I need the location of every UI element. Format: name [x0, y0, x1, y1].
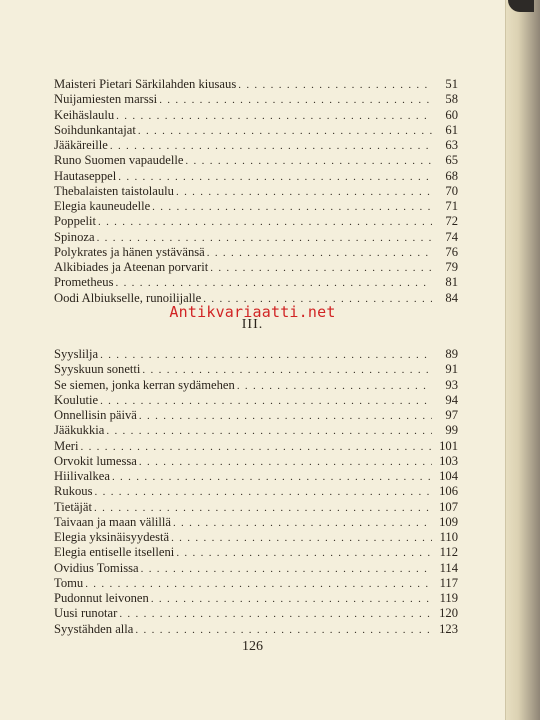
toc-entry-page: 70	[445, 183, 458, 198]
dot-leader	[138, 124, 432, 138]
toc-entry-page: 107	[439, 499, 458, 514]
dot-leader	[98, 215, 432, 229]
toc-entry-page: 65	[445, 153, 458, 168]
toc-entry	[54, 500, 458, 515]
toc-entry-title: Prometheus	[54, 275, 114, 290]
toc-entry-page: 74	[445, 229, 458, 244]
toc-entry	[54, 245, 458, 260]
dot-leader	[139, 409, 432, 423]
toc-entry-page: 76	[445, 244, 458, 259]
dot-leader	[97, 231, 432, 245]
toc-entry-page: 119	[439, 591, 458, 605]
toc-entry-title: Se siemen, jonka kerran sydämehen	[54, 377, 235, 392]
toc-entry	[54, 77, 458, 92]
table-of-contents-part-b	[54, 347, 458, 637]
book-edge	[500, 0, 540, 720]
toc-entry	[54, 454, 458, 469]
dot-leader	[176, 546, 432, 560]
toc-entry-title: Thebalaisten taistolaulu	[54, 183, 174, 198]
toc-entry-page: 106	[439, 484, 458, 499]
toc-entry	[54, 515, 458, 530]
toc-entry-title: Koulutie	[54, 392, 99, 407]
toc-entry-page: 91	[445, 362, 458, 377]
dot-leader	[112, 470, 432, 484]
toc-entry-page: 84	[445, 290, 458, 305]
dot-leader	[238, 78, 432, 92]
toc-entry-page: 81	[445, 275, 458, 290]
toc-entry	[54, 408, 458, 423]
page-number: 126	[242, 639, 263, 654]
toc-entry-title: Jääkäreille	[54, 138, 108, 152]
toc-entry	[54, 275, 458, 290]
toc-entry-page: 89	[445, 347, 458, 361]
toc-entry	[54, 423, 458, 438]
toc-entry-title: Syyskuun sonetti	[54, 362, 141, 377]
toc-entry	[54, 576, 458, 591]
dot-leader	[141, 562, 432, 576]
dot-leader	[85, 577, 432, 591]
toc-entry	[54, 153, 458, 168]
dot-leader	[116, 109, 432, 123]
dot-leader	[173, 516, 432, 530]
dot-leader	[115, 276, 432, 290]
toc-entry-page: 94	[445, 392, 458, 407]
toc-entry-title: Ovidius Tomissa	[54, 560, 139, 575]
toc-entry	[54, 378, 458, 393]
watermark: Antikvariaatti.net	[169, 303, 336, 321]
toc-entry	[54, 591, 458, 606]
toc-entry-page: 109	[439, 514, 458, 529]
toc-entry	[54, 393, 458, 408]
dot-leader	[210, 261, 432, 275]
dot-leader	[80, 440, 432, 454]
toc-entry-page: 63	[445, 138, 458, 152]
toc-entry-page: 51	[445, 77, 458, 91]
dot-leader	[118, 170, 432, 184]
toc-entry-page: 68	[445, 168, 458, 183]
toc-entry-page: 97	[445, 408, 458, 422]
toc-entry-title: Onnellisin päivä	[54, 408, 137, 422]
toc-entry-title: Oodi Albiukselle, runoilijalle	[54, 290, 202, 305]
toc-entry-title: Jääkukkia	[54, 423, 105, 438]
toc-entry-title: Orvokit lumessa	[54, 453, 137, 468]
toc-entry	[54, 622, 458, 637]
toc-entry-page: 101	[439, 438, 458, 453]
dot-leader	[142, 363, 432, 377]
toc-entry-title: Tietäjät	[54, 499, 93, 514]
toc-entry-page: 71	[445, 199, 458, 213]
dot-leader	[119, 607, 432, 621]
toc-entry-title: Elegia yksinäisyydestä	[54, 530, 170, 544]
dot-leader	[100, 394, 432, 408]
toc-entry	[54, 260, 458, 275]
toc-entry-page: 58	[445, 92, 458, 107]
toc-entry-page: 103	[439, 453, 458, 468]
toc-entry-page: 114	[439, 560, 458, 575]
dot-leader	[100, 348, 432, 362]
dot-leader	[185, 154, 432, 168]
toc-entry-title: Runo Suomen vapaudelle	[54, 153, 184, 168]
dot-leader	[110, 139, 432, 153]
toc-entry-title: Pudonnut leivonen	[54, 591, 149, 605]
toc-entry-title: Hiilivalkea	[54, 469, 110, 483]
toc-entry	[54, 214, 458, 229]
toc-entry-title: Elegia kauneudelle	[54, 199, 151, 213]
toc-entry	[54, 530, 458, 545]
dot-leader	[135, 623, 432, 637]
dot-leader	[152, 200, 432, 214]
toc-entry	[54, 347, 458, 362]
dot-leader	[207, 246, 432, 260]
dot-leader	[151, 592, 432, 606]
toc-entry-title: Syystähden alla	[54, 621, 134, 636]
toc-entry-title: Uusi runotar	[54, 606, 118, 621]
toc-entry	[54, 545, 458, 560]
toc-entry	[54, 92, 458, 107]
toc-entry	[54, 230, 458, 245]
toc-entry	[54, 606, 458, 621]
toc-entry-title: Poppelit	[54, 214, 96, 229]
toc-entry-title: Alkibiades ja Ateenan porvarit	[54, 260, 209, 274]
toc-entry	[54, 184, 458, 199]
toc-entry	[54, 199, 458, 214]
dot-leader	[94, 501, 432, 515]
toc-entry-page: 99	[445, 423, 458, 438]
toc-entry-page: 93	[445, 377, 458, 392]
toc-entry	[54, 469, 458, 484]
toc-entry	[54, 108, 458, 123]
toc-entry	[54, 138, 458, 153]
toc-entry-page: 112	[439, 545, 458, 560]
toc-entry-title: Elegia entiselle itselleni	[54, 545, 175, 560]
toc-entry	[54, 439, 458, 454]
toc-entry-title: Polykrates ja hänen ystävänsä	[54, 244, 205, 259]
toc-entry	[54, 484, 458, 499]
table-of-contents-part-a	[54, 77, 458, 306]
toc-entry-title: Meri	[54, 438, 79, 453]
toc-entry-page: 60	[445, 107, 458, 122]
dot-leader	[106, 424, 432, 438]
toc-entry-title: Taivaan ja maan välillä	[54, 514, 171, 529]
toc-entry	[54, 561, 458, 576]
toc-entry-page: 79	[445, 260, 458, 274]
toc-entry-title: Maisteri Pietari Särkilahden kiusaus	[54, 77, 237, 91]
toc-entry-title: Soihdunkantajat	[54, 122, 136, 137]
dot-leader	[139, 455, 432, 469]
dot-leader	[176, 185, 432, 199]
toc-entry-page: 123	[439, 621, 458, 636]
toc-entry-page: 110	[439, 530, 458, 544]
dot-leader	[159, 93, 432, 107]
toc-entry	[54, 362, 458, 377]
toc-entry-title: Syyslilja	[54, 347, 99, 361]
toc-entry-title: Rukous	[54, 484, 93, 499]
toc-entry-title: Nuijamiesten marssi	[54, 92, 158, 107]
toc-entry-page: 72	[445, 214, 458, 229]
toc-entry-page: 120	[439, 606, 458, 621]
toc-entry	[54, 169, 458, 184]
toc-entry-title: Spinoza	[54, 229, 95, 244]
toc-entry-page: 61	[445, 122, 458, 137]
dot-leader	[171, 531, 432, 545]
toc-entry	[54, 123, 458, 138]
toc-entry-title: Hautaseppel	[54, 168, 117, 183]
toc-entry-title: Tomu	[54, 575, 84, 590]
toc-entry-page: 117	[439, 575, 458, 590]
toc-entry-title: Keihäslaulu	[54, 107, 115, 122]
dot-leader	[95, 485, 433, 499]
dot-leader	[237, 379, 432, 393]
toc-entry-page: 104	[439, 469, 458, 483]
section-heading: III.	[241, 317, 264, 332]
